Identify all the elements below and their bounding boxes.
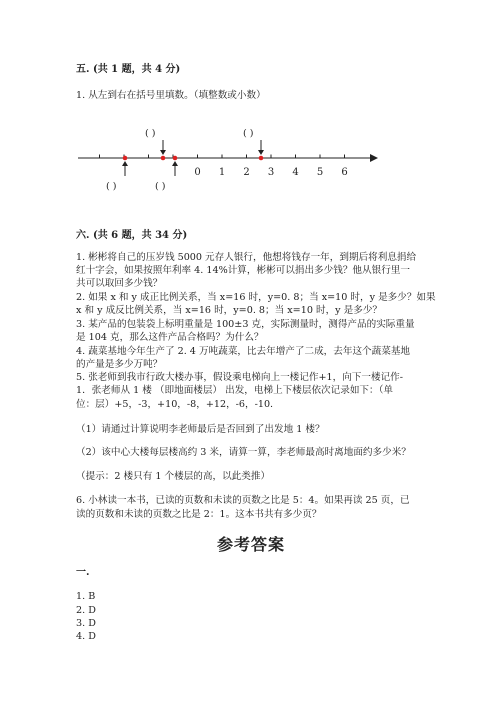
- q6-line-11: 1．张老师从 1 楼 （即地面楼层） 出发，电梯上下楼层依次记录如下：（单: [76, 385, 394, 396]
- tick-label-2: 2: [243, 167, 250, 178]
- arrowhead-down-2: [258, 150, 264, 155]
- q6-line-7: 是 104 克，那么这件产品合格吗？为什么？: [76, 332, 264, 343]
- q6-line-6: 3. 某产品的包装袋上标明重量是 100±3 克，实际测量时，测得产品的实际重量: [76, 319, 415, 330]
- answer-item-4: 4. D: [76, 631, 96, 642]
- point-marker-2: [161, 156, 166, 161]
- point-marker-4: [259, 156, 264, 161]
- q6-line-2: 红十字会，如果按照年利率 4. 14%计算，彬彬可以捐出多少钱？他从银行里一: [76, 265, 410, 276]
- arrowhead-up-2: [172, 161, 178, 166]
- answer-blank-top-2[interactable]: ( ): [243, 128, 254, 139]
- q6-line-10: 5. 张老师到我市行政大楼办事，假设乘电梯向上一楼记作+1，向下一楼记作-: [76, 372, 403, 383]
- q6-hint: （提示：2 楼只有 1 个楼层的高，以此类推）: [76, 471, 271, 482]
- number-line-tick-labels: [194, 167, 347, 178]
- q6-line-1: 1. 彬彬将自己的压岁钱 5000 元存人银行，他想将钱存一年，到期后将利息捐给: [76, 252, 417, 263]
- answer-item-3: 3. D: [76, 618, 96, 629]
- q6-line-8: 4. 蔬菜基地今年生产了 2. 4 万吨蔬菜，比去年增产了二成，去年这个蔬菜基地: [76, 346, 411, 357]
- answer-item-1: 1. B: [76, 591, 96, 602]
- tick-label-4: 4: [292, 167, 299, 178]
- tick-label-6: 6: [341, 167, 348, 178]
- point-marker-1: [123, 156, 128, 161]
- question-5-1: 1. 从左到右在括号里填数。（填整数或小数）: [76, 90, 266, 101]
- answers-section-heading: 一.: [76, 567, 90, 578]
- tick-label-1: 1: [218, 167, 226, 178]
- answer-blank-top-1[interactable]: ( ): [145, 128, 156, 139]
- q6-sub-1: （1）请通过计算说明李老师最后是否回到了出发地 1 楼？: [76, 424, 325, 435]
- q6-6-line-2: 读的页数和未读的页数之比是 2：1。这本书共有多少页？: [76, 509, 322, 520]
- answer-blank-bottom-2[interactable]: ( ): [155, 181, 166, 192]
- number-line-ticks: [100, 155, 345, 159]
- arrowhead-up-1: [122, 161, 128, 166]
- answer-blank-bottom-1[interactable]: ( ): [106, 181, 117, 192]
- tick-label-5: 5: [316, 167, 324, 178]
- number-line-arrow: [370, 154, 378, 162]
- arrowhead-down-1: [160, 150, 166, 155]
- q6-line-9: 的产量是多少万吨？: [76, 359, 163, 370]
- tick-label-3: 3: [267, 167, 275, 178]
- answers-title: 参考答案: [217, 535, 286, 554]
- q6-line-5: x 和 y 成反比例关系，当 x=16 时，y=0. 8；当 x=10 时，y 是多少？: [76, 305, 383, 316]
- q6-line-4: 2. 如果 x 和 y 成正比例关系，当 x=16 时，y=0. 8；当 x=10 时，y 是多少？如果: [76, 292, 436, 303]
- section-6-heading: 六. (共 6 题，共 34 分): [76, 230, 188, 241]
- q6-line-12: 位：层）+5，-3，+10，-8，+12，-6，-10.: [76, 399, 274, 410]
- answer-item-2: 2. D: [76, 605, 96, 616]
- q6-6-line-1: 6. 小林读一本书，已读的页数和未读的页数之比是 5：4。如果再读 25 页，已: [76, 495, 410, 506]
- section-5-heading: 五. (共 1 题，共 4 分): [76, 64, 181, 75]
- q6-line-3: 共可以取回多少钱？: [76, 278, 163, 289]
- q6-sub-2: （2）该中心大楼每层楼高约 3 米，请算一算，李老师最高时离地面约多少米？: [76, 447, 411, 458]
- tick-label-0: 0: [194, 167, 201, 178]
- point-marker-3: [173, 156, 178, 161]
